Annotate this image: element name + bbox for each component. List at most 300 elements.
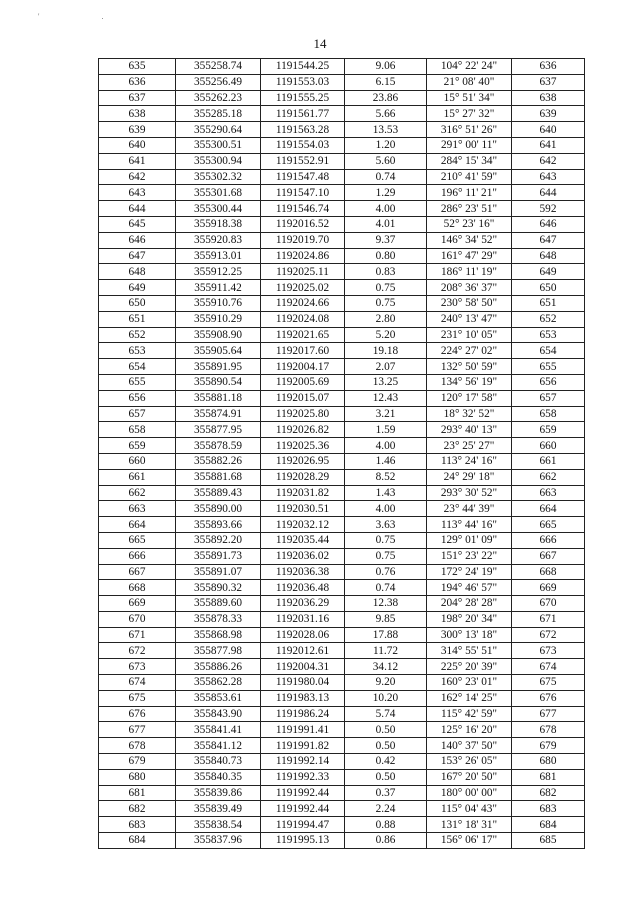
y-coordinate-cell: 1192017.60 (261, 343, 345, 359)
y-coordinate-cell: 1192004.17 (261, 359, 345, 375)
x-coordinate-cell: 355890.00 (176, 501, 261, 517)
y-coordinate-cell: 1192019.70 (261, 232, 345, 248)
point-id-cell: 664 (99, 517, 176, 533)
x-coordinate-cell: 355918.38 (176, 216, 261, 232)
bearing-cell: 134° 56' 19" (427, 374, 512, 390)
x-coordinate-cell: 355874.91 (176, 406, 261, 422)
y-coordinate-cell: 1192035.44 (261, 532, 345, 548)
distance-cell: 0.76 (345, 564, 427, 580)
table-row (99, 248, 585, 264)
point-id-cell: 669 (99, 596, 176, 612)
table-row (99, 374, 585, 390)
y-coordinate-cell: 1192016.52 (261, 216, 345, 232)
y-coordinate-cell: 1191986.24 (261, 706, 345, 722)
table-row (99, 690, 585, 706)
bearing-cell: 196° 11' 21" (427, 185, 512, 201)
x-coordinate-cell: 355920.83 (176, 232, 261, 248)
next-point-cell: 654 (512, 343, 585, 359)
x-coordinate-cell: 355878.59 (176, 438, 261, 454)
y-coordinate-cell: 1192024.66 (261, 295, 345, 311)
y-coordinate-cell: 1192036.48 (261, 580, 345, 596)
y-coordinate-cell: 1192026.82 (261, 422, 345, 438)
next-point-cell: 663 (512, 485, 585, 501)
point-id-cell: 663 (99, 501, 176, 517)
point-id-cell: 655 (99, 374, 176, 390)
point-id-cell: 652 (99, 327, 176, 343)
next-point-cell: 639 (512, 106, 585, 122)
distance-cell: 2.07 (345, 359, 427, 375)
next-point-cell: 649 (512, 264, 585, 280)
distance-cell: 2.80 (345, 311, 427, 327)
x-coordinate-cell: 355878.33 (176, 611, 261, 627)
table-row (99, 611, 585, 627)
bearing-cell: 115° 04' 43" (427, 801, 512, 817)
x-coordinate-cell: 355301.68 (176, 185, 261, 201)
bearing-cell: 167° 20' 50" (427, 769, 512, 785)
x-coordinate-cell: 355302.32 (176, 169, 261, 185)
distance-cell: 0.42 (345, 754, 427, 770)
point-id-cell: 635 (99, 59, 176, 75)
x-coordinate-cell: 355838.54 (176, 817, 261, 833)
next-point-cell: 681 (512, 769, 585, 785)
table-row (99, 359, 585, 375)
point-id-cell: 681 (99, 785, 176, 801)
table-row (99, 153, 585, 169)
y-coordinate-cell: 1192025.80 (261, 406, 345, 422)
table-row (99, 232, 585, 248)
x-coordinate-cell: 355912.25 (176, 264, 261, 280)
distance-cell: 0.75 (345, 532, 427, 548)
next-point-cell: 677 (512, 706, 585, 722)
bearing-cell: 230° 58' 50" (427, 295, 512, 311)
next-point-cell: 665 (512, 517, 585, 533)
distance-cell: 5.20 (345, 327, 427, 343)
bearing-cell: 18° 32' 52" (427, 406, 512, 422)
bearing-cell: 208° 36' 37" (427, 280, 512, 296)
distance-cell: 13.25 (345, 374, 427, 390)
point-id-cell: 667 (99, 564, 176, 580)
table-row (99, 185, 585, 201)
next-point-cell: 684 (512, 817, 585, 833)
distance-cell: 1.29 (345, 185, 427, 201)
y-coordinate-cell: 1191552.91 (261, 153, 345, 169)
table-row (99, 769, 585, 785)
distance-cell: 1.59 (345, 422, 427, 438)
next-point-cell: 646 (512, 216, 585, 232)
next-point-cell: 672 (512, 627, 585, 643)
next-point-cell: 642 (512, 153, 585, 169)
table-row (99, 59, 585, 75)
bearing-cell: 204° 28' 28" (427, 596, 512, 612)
x-coordinate-cell: 355891.73 (176, 548, 261, 564)
table-row (99, 453, 585, 469)
next-point-cell: 668 (512, 564, 585, 580)
y-coordinate-cell: 1192021.65 (261, 327, 345, 343)
x-coordinate-cell: 355893.66 (176, 517, 261, 533)
x-coordinate-cell: 355262.23 (176, 90, 261, 106)
next-point-cell: 658 (512, 406, 585, 422)
bearing-cell: 15° 51' 34" (427, 90, 512, 106)
next-point-cell: 592 (512, 201, 585, 217)
table-row (99, 596, 585, 612)
next-point-cell: 679 (512, 738, 585, 754)
table-row (99, 532, 585, 548)
point-id-cell: 668 (99, 580, 176, 596)
bearing-cell: 186° 11' 19" (427, 264, 512, 280)
bearing-cell: 146° 34' 52" (427, 232, 512, 248)
bearing-cell: 198° 20' 34" (427, 611, 512, 627)
table-row (99, 201, 585, 217)
next-point-cell: 648 (512, 248, 585, 264)
y-coordinate-cell: 1192004.31 (261, 659, 345, 675)
point-id-cell: 678 (99, 738, 176, 754)
y-coordinate-cell: 1192025.02 (261, 280, 345, 296)
x-coordinate-cell: 355868.98 (176, 627, 261, 643)
y-coordinate-cell: 1191547.48 (261, 169, 345, 185)
table-row (99, 390, 585, 406)
table-row (99, 517, 585, 533)
x-coordinate-cell: 355877.95 (176, 422, 261, 438)
distance-cell: 6.15 (345, 74, 427, 90)
y-coordinate-cell: 1191991.41 (261, 722, 345, 738)
y-coordinate-cell: 1192024.86 (261, 248, 345, 264)
table-row (99, 327, 585, 343)
y-coordinate-cell: 1191992.44 (261, 801, 345, 817)
x-coordinate-cell: 355890.32 (176, 580, 261, 596)
point-id-cell: 649 (99, 280, 176, 296)
next-point-cell: 683 (512, 801, 585, 817)
y-coordinate-cell: 1191992.14 (261, 754, 345, 770)
x-coordinate-cell: 355890.54 (176, 374, 261, 390)
table-row (99, 406, 585, 422)
x-coordinate-cell: 355892.20 (176, 532, 261, 548)
point-id-cell: 653 (99, 343, 176, 359)
point-id-cell: 639 (99, 122, 176, 138)
bearing-cell: 151° 23' 22" (427, 548, 512, 564)
distance-cell: 1.20 (345, 137, 427, 153)
bearing-cell: 286° 23' 51" (427, 201, 512, 217)
y-coordinate-cell: 1192012.61 (261, 643, 345, 659)
next-point-cell: 653 (512, 327, 585, 343)
next-point-cell: 641 (512, 137, 585, 153)
distance-cell: 0.86 (345, 833, 427, 849)
y-coordinate-cell: 1191994.47 (261, 817, 345, 833)
y-coordinate-cell: 1191563.28 (261, 122, 345, 138)
distance-cell: 4.00 (345, 438, 427, 454)
point-id-cell: 657 (99, 406, 176, 422)
x-coordinate-cell: 355300.51 (176, 137, 261, 153)
distance-cell: 12.38 (345, 596, 427, 612)
distance-cell: 0.50 (345, 738, 427, 754)
point-id-cell: 680 (99, 769, 176, 785)
table-row (99, 785, 585, 801)
x-coordinate-cell: 355886.26 (176, 659, 261, 675)
y-coordinate-cell: 1192036.38 (261, 564, 345, 580)
point-id-cell: 656 (99, 390, 176, 406)
point-id-cell: 648 (99, 264, 176, 280)
y-coordinate-cell: 1192025.11 (261, 264, 345, 280)
distance-cell: 5.74 (345, 706, 427, 722)
point-id-cell: 645 (99, 216, 176, 232)
next-point-cell: 662 (512, 469, 585, 485)
y-coordinate-cell: 1191544.25 (261, 59, 345, 75)
point-id-cell: 637 (99, 90, 176, 106)
table-row (99, 659, 585, 675)
next-point-cell: 674 (512, 659, 585, 675)
point-id-cell: 670 (99, 611, 176, 627)
table-row (99, 706, 585, 722)
next-point-cell: 685 (512, 833, 585, 849)
point-id-cell: 666 (99, 548, 176, 564)
next-point-cell: 638 (512, 90, 585, 106)
point-id-cell: 679 (99, 754, 176, 770)
coordinates-table-body (99, 59, 585, 849)
bearing-cell: 224° 27' 02" (427, 343, 512, 359)
bearing-cell: 160° 23' 01" (427, 675, 512, 691)
table-row (99, 485, 585, 501)
x-coordinate-cell: 355300.94 (176, 153, 261, 169)
point-id-cell: 683 (99, 817, 176, 833)
point-id-cell: 646 (99, 232, 176, 248)
table-row (99, 264, 585, 280)
distance-cell: 4.01 (345, 216, 427, 232)
table-row (99, 295, 585, 311)
bearing-cell: 15° 27' 32" (427, 106, 512, 122)
point-id-cell: 682 (99, 801, 176, 817)
next-point-cell: 659 (512, 422, 585, 438)
next-point-cell: 682 (512, 785, 585, 801)
distance-cell: 8.52 (345, 469, 427, 485)
next-point-cell: 650 (512, 280, 585, 296)
table-row (99, 501, 585, 517)
distance-cell: 4.00 (345, 201, 427, 217)
y-coordinate-cell: 1192036.02 (261, 548, 345, 564)
y-coordinate-cell: 1191980.04 (261, 675, 345, 691)
x-coordinate-cell: 355839.86 (176, 785, 261, 801)
y-coordinate-cell: 1192005.69 (261, 374, 345, 390)
distance-cell: 0.37 (345, 785, 427, 801)
bearing-cell: 240° 13' 47" (427, 311, 512, 327)
next-point-cell: 652 (512, 311, 585, 327)
point-id-cell: 641 (99, 153, 176, 169)
y-coordinate-cell: 1192028.06 (261, 627, 345, 643)
next-point-cell: 669 (512, 580, 585, 596)
table-row (99, 754, 585, 770)
next-point-cell: 660 (512, 438, 585, 454)
point-id-cell: 676 (99, 706, 176, 722)
bearing-cell: 153° 26' 05" (427, 754, 512, 770)
bearing-cell: 113° 24' 16" (427, 453, 512, 469)
y-coordinate-cell: 1192031.82 (261, 485, 345, 501)
next-point-cell: 643 (512, 169, 585, 185)
bearing-cell: 120° 17' 58" (427, 390, 512, 406)
bearing-cell: 115° 42' 59" (427, 706, 512, 722)
y-coordinate-cell: 1192024.08 (261, 311, 345, 327)
bearing-cell: 24° 29' 18" (427, 469, 512, 485)
next-point-cell: 661 (512, 453, 585, 469)
next-point-cell: 637 (512, 74, 585, 90)
bearing-cell: 210° 41' 59" (427, 169, 512, 185)
next-point-cell: 651 (512, 295, 585, 311)
x-coordinate-cell: 355913.01 (176, 248, 261, 264)
table-row (99, 169, 585, 185)
bearing-cell: 131° 18' 31" (427, 817, 512, 833)
bearing-cell: 293° 40' 13" (427, 422, 512, 438)
bearing-cell: 113° 44' 16" (427, 517, 512, 533)
x-coordinate-cell: 355908.90 (176, 327, 261, 343)
bearing-cell: 104° 22' 24" (427, 59, 512, 75)
distance-cell: 0.74 (345, 580, 427, 596)
bearing-cell: 125° 16' 20" (427, 722, 512, 738)
distance-cell: 0.83 (345, 264, 427, 280)
point-id-cell: 642 (99, 169, 176, 185)
table-row (99, 801, 585, 817)
table-row (99, 106, 585, 122)
distance-cell: 9.85 (345, 611, 427, 627)
point-id-cell: 665 (99, 532, 176, 548)
x-coordinate-cell: 355837.96 (176, 833, 261, 849)
table-row (99, 643, 585, 659)
point-id-cell: 638 (99, 106, 176, 122)
x-coordinate-cell: 355891.07 (176, 564, 261, 580)
next-point-cell: 667 (512, 548, 585, 564)
x-coordinate-cell: 355258.74 (176, 59, 261, 75)
distance-cell: 5.60 (345, 153, 427, 169)
next-point-cell: 678 (512, 722, 585, 738)
x-coordinate-cell: 355256.49 (176, 74, 261, 90)
distance-cell: 34.12 (345, 659, 427, 675)
point-id-cell: 674 (99, 675, 176, 691)
point-id-cell: 658 (99, 422, 176, 438)
distance-cell: 9.20 (345, 675, 427, 691)
bearing-cell: 225° 20' 39" (427, 659, 512, 675)
point-id-cell: 650 (99, 295, 176, 311)
x-coordinate-cell: 355841.41 (176, 722, 261, 738)
table-row (99, 817, 585, 833)
bearing-cell: 21° 08' 40" (427, 74, 512, 90)
table-row (99, 627, 585, 643)
x-coordinate-cell: 355841.12 (176, 738, 261, 754)
table-row (99, 548, 585, 564)
point-id-cell: 647 (99, 248, 176, 264)
x-coordinate-cell: 355889.60 (176, 596, 261, 612)
point-id-cell: 672 (99, 643, 176, 659)
next-point-cell: 664 (512, 501, 585, 517)
bearing-cell: 23° 25' 27" (427, 438, 512, 454)
y-coordinate-cell: 1192036.29 (261, 596, 345, 612)
point-id-cell: 659 (99, 438, 176, 454)
table-row (99, 216, 585, 232)
next-point-cell: 640 (512, 122, 585, 138)
next-point-cell: 647 (512, 232, 585, 248)
bearing-cell: 132° 50' 59" (427, 359, 512, 375)
distance-cell: 0.50 (345, 769, 427, 785)
point-id-cell: 675 (99, 690, 176, 706)
y-coordinate-cell: 1191991.82 (261, 738, 345, 754)
point-id-cell: 644 (99, 201, 176, 217)
distance-cell: 12.43 (345, 390, 427, 406)
table-row (99, 74, 585, 90)
point-id-cell: 643 (99, 185, 176, 201)
next-point-cell: 636 (512, 59, 585, 75)
point-id-cell: 640 (99, 137, 176, 153)
x-coordinate-cell: 355910.76 (176, 295, 261, 311)
next-point-cell: 671 (512, 611, 585, 627)
next-point-cell: 670 (512, 596, 585, 612)
x-coordinate-cell: 355300.44 (176, 201, 261, 217)
y-coordinate-cell: 1192026.95 (261, 453, 345, 469)
point-id-cell: 660 (99, 453, 176, 469)
next-point-cell: 666 (512, 532, 585, 548)
distance-cell: 10.20 (345, 690, 427, 706)
bearing-cell: 316° 51' 26" (427, 122, 512, 138)
next-point-cell: 676 (512, 690, 585, 706)
distance-cell: 5.66 (345, 106, 427, 122)
bearing-cell: 23° 44' 39" (427, 501, 512, 517)
y-coordinate-cell: 1191547.10 (261, 185, 345, 201)
distance-cell: 9.06 (345, 59, 427, 75)
y-coordinate-cell: 1192025.36 (261, 438, 345, 454)
point-id-cell: 671 (99, 627, 176, 643)
bearing-cell: 194° 46' 57" (427, 580, 512, 596)
y-coordinate-cell: 1191553.03 (261, 74, 345, 90)
y-coordinate-cell: 1191995.13 (261, 833, 345, 849)
table-row (99, 90, 585, 106)
bearing-cell: 129° 01' 09" (427, 532, 512, 548)
distance-cell: 0.75 (345, 295, 427, 311)
corner-marks: ' . (38, 12, 134, 21)
x-coordinate-cell: 355285.18 (176, 106, 261, 122)
x-coordinate-cell: 355905.64 (176, 343, 261, 359)
distance-cell: 4.00 (345, 501, 427, 517)
distance-cell: 1.46 (345, 453, 427, 469)
distance-cell: 1.43 (345, 485, 427, 501)
point-id-cell: 673 (99, 659, 176, 675)
table-row (99, 738, 585, 754)
table-row (99, 311, 585, 327)
x-coordinate-cell: 355891.95 (176, 359, 261, 375)
distance-cell: 9.37 (345, 232, 427, 248)
bearing-cell: 300° 13' 18" (427, 627, 512, 643)
distance-cell: 0.88 (345, 817, 427, 833)
bearing-cell: 162° 14' 25" (427, 690, 512, 706)
bearing-cell: 284° 15' 34" (427, 153, 512, 169)
x-coordinate-cell: 355853.61 (176, 690, 261, 706)
table-row (99, 122, 585, 138)
x-coordinate-cell: 355840.35 (176, 769, 261, 785)
x-coordinate-cell: 355877.98 (176, 643, 261, 659)
x-coordinate-cell: 355862.28 (176, 675, 261, 691)
next-point-cell: 675 (512, 675, 585, 691)
next-point-cell: 656 (512, 374, 585, 390)
point-id-cell: 662 (99, 485, 176, 501)
y-coordinate-cell: 1192032.12 (261, 517, 345, 533)
distance-cell: 11.72 (345, 643, 427, 659)
bearing-cell: 140° 37' 50" (427, 738, 512, 754)
distance-cell: 3.21 (345, 406, 427, 422)
y-coordinate-cell: 1192030.51 (261, 501, 345, 517)
point-id-cell: 661 (99, 469, 176, 485)
bearing-cell: 161° 47' 29" (427, 248, 512, 264)
y-coordinate-cell: 1192015.07 (261, 390, 345, 406)
table-row (99, 137, 585, 153)
table-row (99, 343, 585, 359)
distance-cell: 2.24 (345, 801, 427, 817)
y-coordinate-cell: 1191546.74 (261, 201, 345, 217)
distance-cell: 0.50 (345, 722, 427, 738)
point-id-cell: 684 (99, 833, 176, 849)
x-coordinate-cell: 355840.73 (176, 754, 261, 770)
